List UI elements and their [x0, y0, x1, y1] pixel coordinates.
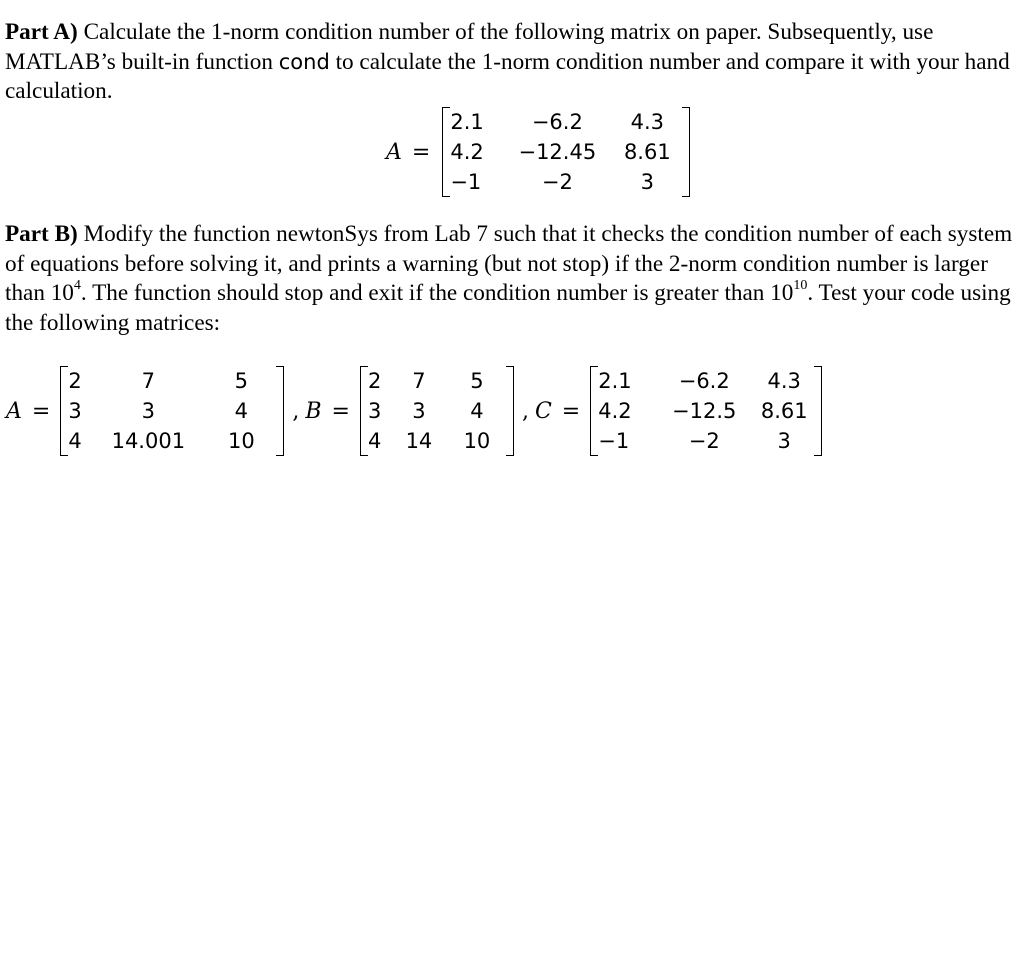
matrix-cell: 3: [367, 399, 382, 423]
matrix-a: [60, 366, 284, 456]
matrix-cell: 2: [68, 369, 82, 393]
left-bracket: [442, 107, 450, 197]
equals-sign: =: [331, 398, 350, 424]
equals-sign: =: [31, 398, 51, 424]
matrix-cell: 14.001: [111, 429, 186, 453]
part-a-label: Part A): [5, 19, 78, 45]
exponent-4: 4: [73, 278, 81, 294]
left-bracket: [360, 366, 368, 456]
right-bracket: [814, 366, 822, 456]
part-b-paragraph: [5, 220, 1017, 338]
matrix-grid: [68, 366, 276, 456]
part-a-matrix-equation: [386, 107, 690, 197]
matrix-cell: −6.2: [678, 369, 730, 393]
matrix-cell: −12.45: [518, 140, 597, 164]
matrix-name: A: [386, 139, 402, 165]
matrix-grid: [450, 107, 682, 197]
matrix-cell: 2: [367, 369, 382, 393]
part-b-matrices: [6, 366, 822, 456]
matrix-cell: 3: [412, 399, 426, 423]
matrix-cell: 4.3: [630, 110, 665, 134]
part-a-paragraph: [5, 18, 1017, 107]
matrix-cell: 7: [141, 369, 156, 393]
matrix-b: [360, 366, 514, 456]
part-b-label: Part B): [5, 221, 78, 247]
part-b-block: [5, 220, 1017, 338]
part-a-matrix: [442, 107, 690, 197]
matrix-cell: −12.5: [672, 399, 737, 423]
part-b-text-2: . The function should stop and exit if the condition number is greater than 10: [80, 280, 794, 307]
matrix-cell: 3: [777, 429, 791, 453]
matrix-cell: 2.1: [450, 110, 484, 134]
matrix-cell: 8.61: [623, 140, 671, 164]
matrix-grid: [368, 366, 506, 456]
matrix-cell: −1: [450, 170, 482, 194]
matrix-cell: 4.2: [598, 399, 632, 423]
matrix-cell: 4.2: [450, 140, 484, 164]
document-body: [5, 18, 1017, 107]
matrix-c: [590, 366, 822, 456]
matrix-cell: 4.3: [767, 369, 801, 393]
matrix-cell: 4: [68, 429, 82, 453]
part-a-code: cond: [278, 49, 330, 74]
matrix-cell: 3: [141, 399, 156, 423]
right-bracket: [506, 366, 514, 456]
exponent-10: 10: [793, 278, 808, 294]
matrix-cell: 10: [227, 429, 255, 453]
part-b-text-1: Modify the function newtonSys from Lab 7 such that it checks the condition number of each system of equations before solving it, and prints a warning (but not stop) if the 2-norm condition number is larger than 10: [5, 221, 1013, 307]
part-a-text-2: to calculate the 1-norm condition number and compare it with your hand calculation.: [5, 48, 1010, 105]
matrix-cell: 8.61: [760, 399, 808, 423]
right-bracket: [682, 107, 690, 197]
matrix-cell: −2: [688, 429, 720, 453]
separator-comma: ,: [292, 398, 300, 424]
matrix-cell: 4: [234, 399, 249, 423]
matrix-cell: 4: [367, 429, 382, 453]
matrix-cell: 3: [68, 399, 82, 423]
left-bracket: [590, 366, 598, 456]
matrix-cell: 4: [470, 399, 484, 423]
matrix-cell: −2: [541, 170, 573, 194]
equals-sign: =: [561, 398, 581, 424]
matrix-a-name: A: [6, 398, 22, 424]
matrix-grid: [598, 366, 814, 456]
matrix-cell: 10: [463, 429, 491, 453]
matrix-cell: 3: [640, 170, 655, 194]
part-a-text-1: Calculate the 1-norm condition number of the following matrix on paper. Subsequently, use MATLAB’s built-in function: [5, 19, 934, 75]
matrix-cell: −6.2: [531, 110, 583, 134]
matrix-cell: 14: [405, 429, 433, 453]
matrix-b-name: B: [305, 398, 322, 424]
matrix-cell: 7: [412, 369, 426, 393]
left-bracket: [60, 366, 68, 456]
part-b-text-3: . Test your code using the following matrices:: [5, 280, 1011, 336]
matrix-c-name: C: [534, 398, 552, 424]
matrix-cell: −1: [598, 429, 630, 453]
matrix-cell: 2.1: [598, 369, 632, 393]
matrix-cell: 5: [234, 369, 249, 393]
matrix-cell: 5: [470, 369, 484, 393]
right-bracket: [276, 366, 284, 456]
equals-sign: =: [411, 139, 431, 165]
separator-comma: ,: [521, 398, 529, 424]
